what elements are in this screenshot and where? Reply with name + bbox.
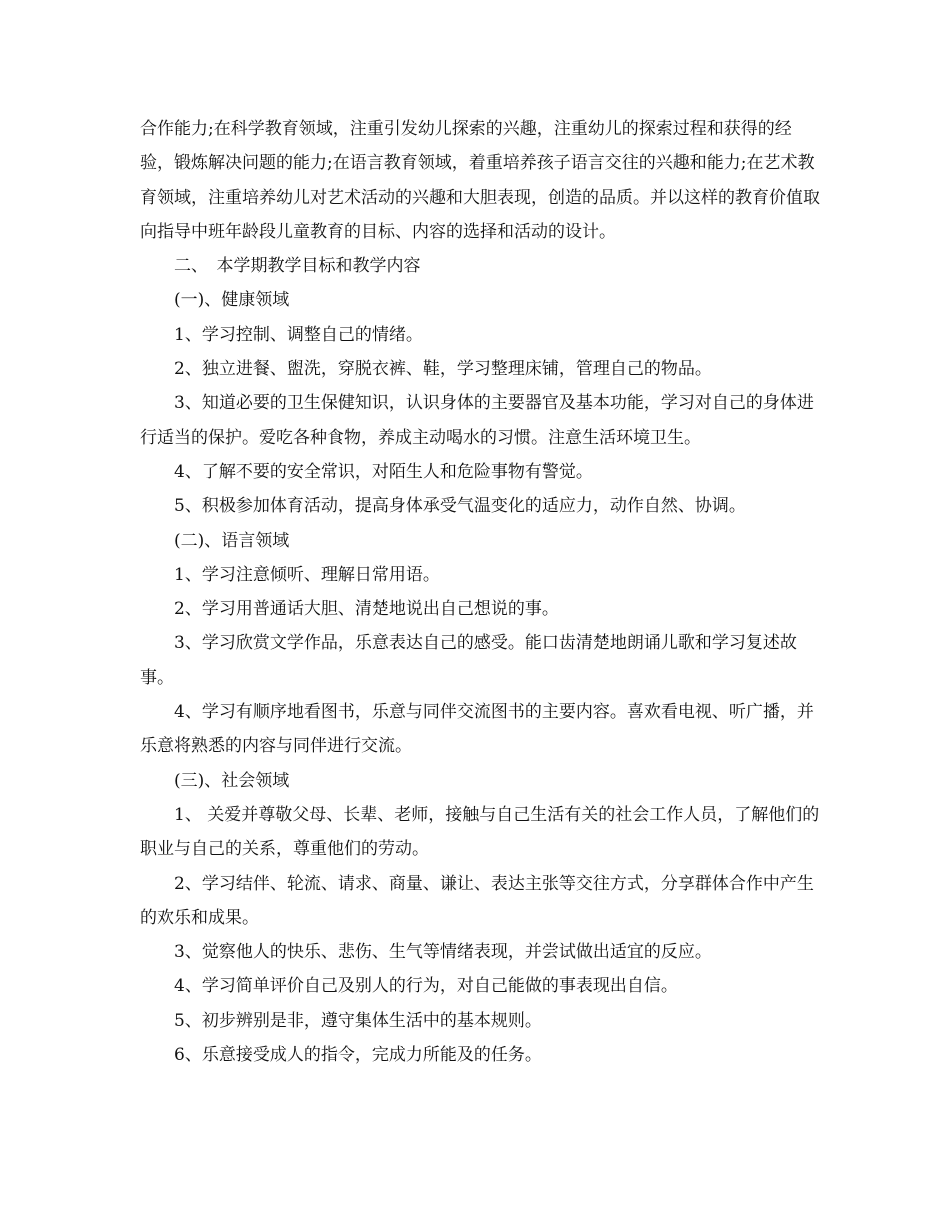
social-item-3: 3、觉察他人的快乐、悲伤、生气等情绪表现，并尝试做出适宜的反应。 — [174, 942, 712, 963]
social-item-5: 5、初步辨别是非，遵守集体生活中的基本规则。 — [174, 1010, 542, 1031]
health-item-1: 1、学习控制、调整自己的情绪。 — [174, 324, 423, 345]
language-item-4: 4、学习有顺序地看图书，乐意与同伴交流图书的主要内容。喜欢看电视、听广播，并乐意将熟悉的内容与同伴进行交流。 — [140, 702, 814, 757]
social-item-2: 2、学习结伴、轮流、请求、商量、谦让、表达主张等交往方式，分享群体合作中产生的欢乐和成果。 — [140, 873, 814, 928]
health-item-3: 3、知道必要的卫生保健知识，认识身体的主要器官及基本功能，学习对自己的身体进行适当的保护。爱吃各种食物，养成主动喝水的习惯。注意生活环境卫生。 — [140, 393, 814, 448]
health-item-5: 5、积极参加体育活动，提高身体承受气温变化的适应力，动作自然、协调。 — [174, 496, 746, 517]
section-heading-goals: 二、 本学期教学目标和教学内容 — [174, 256, 421, 277]
health-item-4: 4、了解不要的安全常识，对陌生人和危险事物有警觉。 — [174, 461, 593, 482]
health-item-2: 2、独立进餐、盥洗，穿脱衣裤、鞋，学习整理床铺，管理自己的物品。 — [174, 359, 712, 380]
social-item-1: 1、 关爱并尊敬父母、长辈、老师，接触与自己生活有关的社会工作人员，了解他们的职业与自己的关系，尊重他们的劳动。 — [140, 804, 820, 860]
language-item-3: 3、学习欣赏文学作品，乐意表达自己的感受。能口齿清楚地朗诵儿歌和学习复述故事。 — [140, 633, 797, 688]
subsection-heading-health: (一)、健康领域 — [174, 290, 290, 311]
language-item-1: 1、学习注意倾听、理解日常用语。 — [174, 564, 440, 585]
social-item-4: 4、学习简单评价自己及别人的行为，对自己能做的事表现出自信。 — [174, 976, 678, 997]
subsection-heading-language: (二)、语言领域 — [174, 530, 290, 551]
subsection-heading-social: (三)、社会领域 — [174, 770, 290, 791]
language-item-2: 2、学习用普通话大胆、清楚地说出自己想说的事。 — [174, 599, 559, 620]
document-body — [140, 112, 824, 1072]
social-item-6: 6、乐意接受成人的指令，完成力所能及的任务。 — [174, 1045, 542, 1066]
paragraph-continuation: 合作能力;在科学教育领域，注重引发幼儿探索的兴趣，注重幼儿的探索过程和获得的经验，锻炼解决问题的能力;在语言教育领域，着重培养孩子语言交往的兴趣和能力;在艺术教育领域，注重培养幼儿对艺术活动的兴趣和大胆表现，创造的品质。并以这样的教育价值取向指导中班年龄段儿童教育的目标、内容的选择和活动的设计。 — [140, 119, 820, 242]
